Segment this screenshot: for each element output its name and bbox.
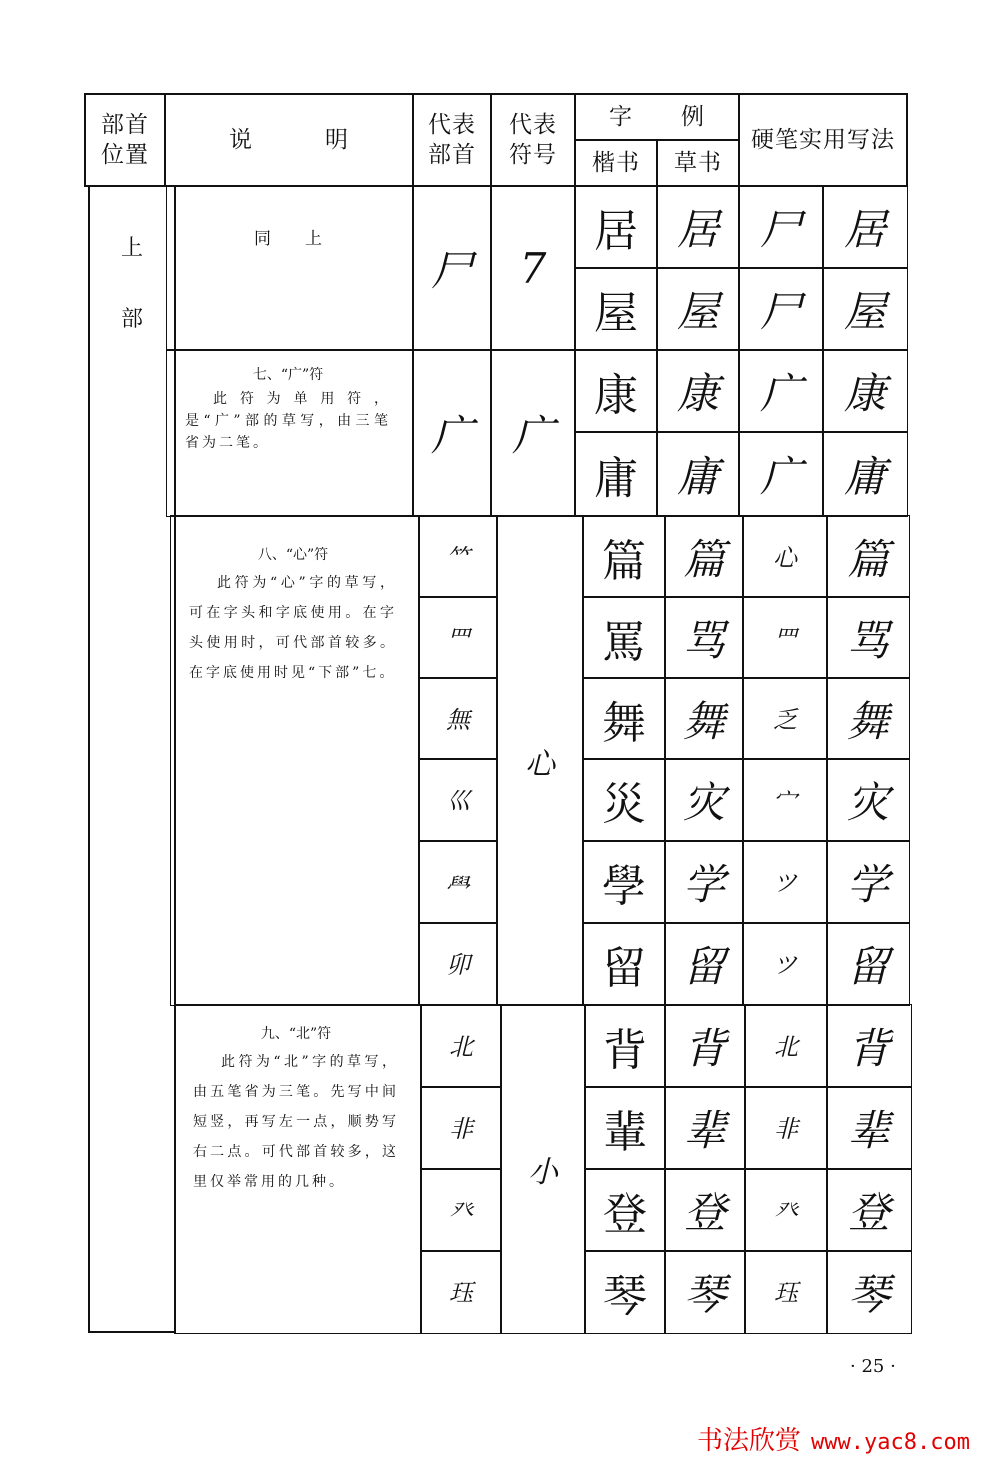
rep-radical-cell (418, 922, 498, 1006)
kaishu-char: 琴 (603, 1271, 647, 1322)
kaishu-cell (582, 515, 666, 598)
kaishu-char: 輩 (603, 1107, 647, 1158)
hardpen-char: 屋 (843, 287, 886, 336)
hardpen-char: 辈 (847, 1106, 890, 1155)
hardpen-char-cell (826, 677, 910, 760)
rep-radical-cell (418, 677, 498, 760)
section-description (174, 1004, 422, 1334)
caoshu-cell (664, 1168, 746, 1252)
kaishu-cell (582, 840, 666, 924)
caoshu-char: 登 (683, 1188, 726, 1237)
section-title: 同 上 (254, 229, 322, 249)
kaishu-char: 留 (602, 943, 646, 994)
hardpen-radical: 广 (759, 369, 802, 418)
rep-radical-cell (418, 515, 498, 598)
kaishu-char: 康 (594, 370, 638, 421)
header-position (84, 93, 166, 187)
caoshu-cell (656, 431, 740, 517)
rep-symbol: 心 (525, 746, 555, 782)
header-caoshu (656, 139, 740, 187)
caoshu-char: 屋 (676, 287, 719, 336)
hardpen-radical-cell (742, 515, 828, 598)
kaishu-cell (584, 1004, 666, 1088)
rep-symbol-cell (500, 1004, 586, 1334)
hardpen-char: 背 (847, 1024, 890, 1073)
rep-radical: 卯 (446, 951, 470, 979)
kaishu-char: 篇 (602, 535, 646, 587)
hardpen-radical: 乏 (773, 706, 797, 734)
hardpen-char: 学 (846, 860, 889, 909)
kaishu-char: 居 (594, 206, 638, 257)
header-rep-radical-line1: 代表 (428, 112, 476, 138)
caoshu-char: 学 (682, 860, 725, 909)
rep-radical-cell (418, 840, 498, 924)
hardpen-char: 登 (847, 1188, 890, 1237)
caoshu-char: 居 (676, 205, 719, 254)
hardpen-radical-cell (742, 840, 828, 924)
rep-radical: 北 (449, 1033, 473, 1061)
header-rep-symbol-line2: 符号 (509, 142, 557, 168)
kaishu-char: 登 (603, 1189, 647, 1240)
kaishu-cell (582, 922, 666, 1006)
caoshu-cell (664, 1086, 746, 1170)
hardpen-radical-cell (738, 431, 824, 517)
kaishu-cell (584, 1250, 666, 1334)
hardpen-radical: 尸 (759, 205, 802, 254)
kaishu-cell (582, 758, 666, 842)
position-label-1: 上 (120, 236, 143, 261)
rep-symbol-cell (490, 185, 576, 351)
hardpen-radical-cell (738, 349, 824, 433)
section-description (166, 185, 414, 351)
rep-radical: 無 (446, 706, 470, 734)
caoshu-char: 康 (676, 369, 719, 418)
kaishu-char: 背 (603, 1025, 647, 1076)
hardpen-radical: ツ (773, 951, 797, 979)
hardpen-radical: 非 (774, 1115, 798, 1143)
rep-symbol-cell (490, 349, 576, 517)
kaishu-cell (582, 677, 666, 760)
header-examples (574, 93, 740, 141)
hardpen-radical-cell (744, 1004, 828, 1088)
caoshu-cell (656, 267, 740, 351)
section-description (170, 515, 420, 1006)
hardpen-radical: 尸 (759, 287, 802, 336)
hardpen-char: 灾 (846, 778, 889, 827)
caoshu-char: 背 (683, 1024, 726, 1073)
header-kaishu-label: 楷书 (592, 150, 640, 176)
section-title: 八、“心”符 (257, 547, 329, 563)
watermark (697, 1420, 970, 1457)
caoshu-cell (664, 677, 744, 760)
hardpen-char: 居 (843, 205, 886, 254)
hardpen-radical: 罒 (773, 625, 797, 653)
caoshu-cell (664, 515, 744, 598)
hardpen-radical-cell (742, 758, 828, 842)
kaishu-cell (582, 596, 666, 679)
hardpen-char: 篇 (846, 534, 889, 584)
hardpen-radical-cell (744, 1086, 828, 1170)
caoshu-cell (664, 1250, 746, 1334)
caoshu-char: 灾 (682, 778, 725, 827)
section-body: 此符为“心”字的草写，可在字头和字底使用。在字头使用时，可代部首较多。在字底使用时见“下部”七。 (189, 575, 397, 681)
header-kaishu (574, 139, 658, 187)
hardpen-radical-cell (744, 1250, 828, 1334)
kaishu-cell (584, 1086, 666, 1170)
position-cell (88, 185, 176, 1333)
hardpen-radical-cell (738, 185, 824, 269)
hardpen-char-cell (822, 349, 908, 433)
rep-radical-cell (418, 758, 498, 842)
caoshu-cell (656, 185, 740, 269)
rep-radical-cell (420, 1168, 502, 1252)
header-position-line2: 位置 (101, 142, 149, 168)
caoshu-cell (664, 596, 744, 679)
hardpen-char: 舞 (846, 696, 889, 746)
rep-radical-cell (420, 1004, 502, 1088)
section-body: 此符为“北”字的草写，由五笔省为三笔。先写中间短竖，再写左一点，顺势写右二点。可代部首较多，这里仅举常用的几种。 (193, 1054, 399, 1190)
hardpen-char: 琴 (847, 1270, 890, 1319)
rep-radical: 𥫗 (446, 544, 470, 572)
hardpen-char: 康 (843, 369, 886, 418)
header-hardpen (738, 93, 908, 187)
hardpen-radical: 北 (774, 1033, 798, 1061)
kaishu-char: 屋 (594, 288, 638, 339)
hardpen-radical: 宀 (773, 787, 797, 815)
header-hardpen-label: 硬笔实用写法 (751, 127, 895, 153)
kaishu-char: 庸 (594, 453, 638, 504)
caoshu-char: 舞 (682, 696, 725, 746)
header-description (164, 93, 414, 187)
hardpen-radical: 珏 (774, 1279, 798, 1307)
header-rep-symbol-line1: 代表 (509, 112, 557, 138)
kaishu-char: 舞 (602, 697, 646, 749)
hardpen-char-cell (822, 185, 908, 269)
hardpen-char-cell (822, 267, 908, 351)
caoshu-cell (656, 349, 740, 433)
caoshu-char: 辈 (683, 1106, 726, 1155)
rep-radical: 罒 (446, 625, 470, 653)
kaishu-char: 罵 (602, 616, 646, 668)
hardpen-char-cell (826, 1250, 912, 1334)
rep-radical: 非 (449, 1115, 473, 1143)
rep-radical-cell (420, 1086, 502, 1170)
caoshu-cell (664, 1004, 746, 1088)
hardpen-radical: 心 (773, 544, 797, 572)
rep-symbol-cell (496, 515, 584, 1006)
kaishu-char: 學 (602, 861, 646, 912)
hardpen-radical-cell (742, 922, 828, 1006)
rep-radical: 癶 (449, 1197, 473, 1225)
hardpen-char-cell (826, 596, 910, 679)
caoshu-cell (664, 840, 744, 924)
rep-radical: 广 (430, 411, 473, 460)
hardpen-char-cell (826, 758, 910, 842)
kaishu-cell (574, 185, 658, 269)
rep-radical: 巛 (446, 787, 470, 815)
kaishu-cell (574, 267, 658, 351)
hardpen-char-cell (826, 1168, 912, 1252)
hardpen-char-cell (826, 922, 910, 1006)
rep-symbol: 7 (519, 243, 547, 293)
hardpen-char: 庸 (843, 452, 886, 501)
caoshu-char: 庸 (676, 452, 719, 501)
header-description-label: 说 明 (229, 127, 349, 153)
caoshu-char: 留 (682, 942, 725, 991)
header-position-line1: 部首 (101, 112, 149, 138)
watermark-url[interactable]: www.yac8.com (811, 1430, 970, 1455)
page-number: · 25 · (850, 1356, 896, 1377)
header-caoshu-label: 草书 (674, 150, 722, 176)
hardpen-radical-cell (742, 596, 828, 679)
watermark-site-name: 书法欣赏 (697, 1426, 802, 1456)
rep-radical: 珏 (449, 1279, 473, 1307)
section-title: 七、“广”符 (252, 367, 324, 383)
hardpen-radical: 广 (759, 452, 802, 501)
header-rep-symbol (490, 93, 576, 187)
rep-radical-cell (420, 1250, 502, 1334)
rep-symbol: 广 (511, 411, 554, 460)
caoshu-char: 骂 (682, 615, 725, 665)
kaishu-char: 災 (602, 779, 646, 830)
section-description (166, 349, 414, 517)
section-title: 九、“北”符 (260, 1026, 332, 1042)
header-examples-label: 字 例 (609, 104, 705, 130)
hardpen-char: 骂 (846, 615, 889, 665)
hardpen-char-cell (826, 515, 910, 598)
hardpen-radical-cell (738, 267, 824, 351)
section-body: 此符为单用符，是“广”部的草写，由三笔省为二笔。 (185, 391, 391, 451)
kaishu-cell (574, 431, 658, 517)
rep-radical-cell (412, 349, 492, 517)
position-label-2: 部 (120, 307, 143, 332)
rep-radical: 𦥯 (446, 869, 470, 897)
caoshu-char: 琴 (683, 1270, 726, 1319)
caoshu-cell (664, 922, 744, 1006)
hardpen-char-cell (826, 840, 910, 924)
rep-radical-cell (412, 185, 492, 351)
hardpen-char-cell (826, 1004, 912, 1088)
rep-symbol: 小 (528, 1155, 558, 1190)
kaishu-cell (584, 1168, 666, 1252)
header-rep-radical (412, 93, 492, 187)
hardpen-radical-cell (742, 677, 828, 760)
hardpen-radical: ツ (773, 869, 797, 897)
hardpen-char: 留 (846, 942, 889, 991)
hardpen-radical-cell (744, 1168, 828, 1252)
header-rep-radical-line2: 部首 (428, 142, 476, 168)
hardpen-char-cell (822, 431, 908, 517)
caoshu-cell (664, 758, 744, 842)
hardpen-radical: 癶 (774, 1197, 798, 1225)
kaishu-cell (574, 349, 658, 433)
rep-radical: 尸 (430, 246, 473, 295)
caoshu-char: 篇 (682, 534, 725, 584)
rep-radical-cell (418, 596, 498, 679)
hardpen-char-cell (826, 1086, 912, 1170)
